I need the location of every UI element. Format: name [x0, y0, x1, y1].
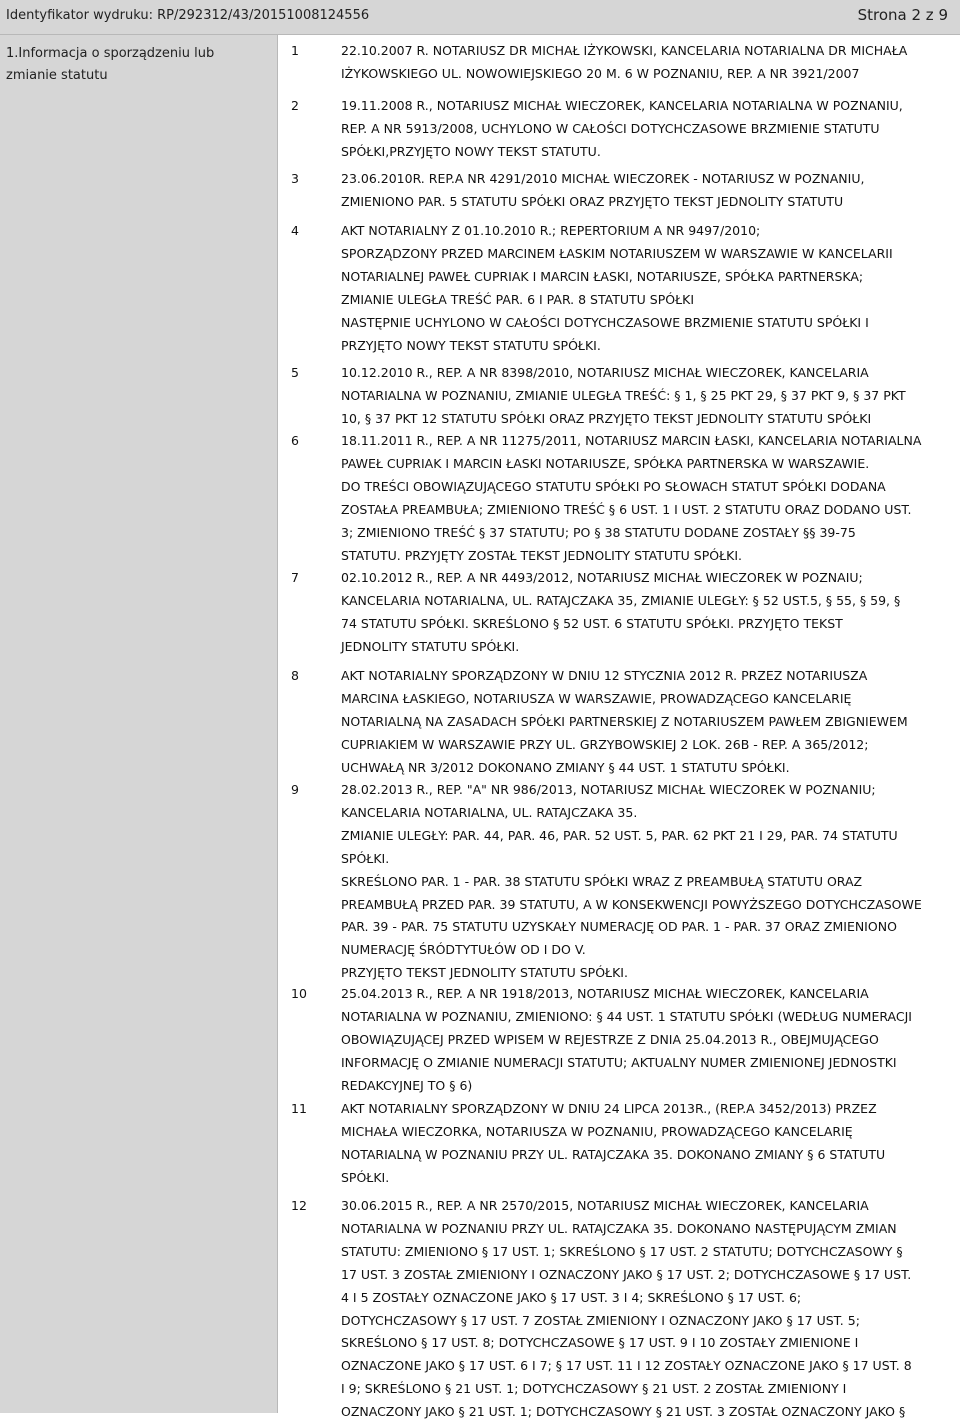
- entry-text: 30.06.2015 R., REP. A NR 2570/2015, NOTARIUSZ MICHAŁ WIECZOREK, KANCELARIA NOTARIALNA W POZNANIU PRZY UL. RATAJCZAKA 35. DOKONANO NASTĘPUJĄCYM ZMIAN STATUTU: ZMIENIONO § 17 UST. 1; SKREŚLONO § 17 UST. 2 STATUTU; DOTYCHCZASOWY § 17 UST. 3 ZOSTAŁ ZMIENIONY I OZNACZONY JAKO § 17 UST. 2; DOTYCHCZASOWE § 17 UST. 4 I 5 ZOSTAŁY OZNACZONE JAKO § 17 UST. 3 I 4; SKREŚLONO § 17 UST. 6; DOTYCHCZASOWY § 17 UST. 7 ZOSTAŁ ZMIENIONY I OZNACZONY JAKO § 17 UST. 5; SKREŚLONO § 17 UST. 8; DOTYCHCZASOWE § 17 UST. 9 I 10 ZOSTAŁY ZMIENIONE I OZNACZONE JAKO § 17 UST. 6 I 7; § 17 UST. 11 I 12 ZOSTAŁY OZNACZONE JAKO § 17 UST. 8 I 9; SKREŚLONO § 21 UST. 1; DOTYCHCZASOWY § 21 UST. 2 ZOSTAŁ ZMIENIONY I OZNACZONY JAKO § 21 UST. 1; DOTYCHCZASOWY § 21 UST. 3 ZOSTAŁ OZNACZONY JAKO §: [341, 1198, 912, 1420]
- entry-text: 02.10.2012 R., REP. A NR 4493/2012, NOTARIUSZ MICHAŁ WIECZOREK W POZNAIU; KANCELARIA NOTARIALNA, UL. RATAJCZAKA 35, ZMIANIE ULEGŁY: § 52 UST.5, § 55, § 59, § 74 STATUTU SPÓŁKI. SKREŚLONO § 52 UST. 6 STATUTU SPÓŁKI. PRZYJĘTO TEKST JEDNOLITY STATUTU SPÓŁKI.: [341, 570, 901, 654]
- entry-text: 18.11.2011 R., REP. A NR 11275/2011, NOTARIUSZ MARCIN ŁASKI, KANCELARIA NOTARIALNA PAWEŁ CUPRIAK I MARCIN ŁASKI NOTARIUSZE, SPÓŁKA PARTNERSKA W WARSZAWIE. DO TREŚCI OBOWIĄZUJĄCEGO STATUTU SPÓŁKI PO SŁOWACH STATUT SPÓŁKI DODANA ZOSTAŁA PREAMBUŁA; ZMIENIONO TREŚĆ § 6 UST. 1 I UST. 2 STATUTU ORAZ DODANO UST. 3; ZMIENIONO TREŚĆ § 37 STATUTU; PO § 38 STATUTU DODANE ZOSTAŁY §§ 39-75 STATUTU. PRZYJĘTY ZOSTAŁ TEKST JEDNOLITY STATUTU SPÓŁKI.: [341, 433, 922, 563]
- entry-number: 8: [291, 668, 299, 683]
- entry-10: [291, 983, 951, 1098]
- entry-5: [291, 362, 951, 431]
- entry-text: AKT NOTARIALNY Z 01.10.2010 R.; REPERTORIUM A NR 9497/2010; SPORZĄDZONY PRZED MARCINEM ŁASKIM NOTARIUSZEM W WARSZAWIE W KANCELARII NOTARIALNEJ PAWEŁ CUPRIAK I MARCIN ŁASKI, NOTARIUSZE, SPÓŁKA PARTNERSKA; ZMIANIE ULEGŁA TREŚĆ PAR. 6 I PAR. 8 STATUTU SPÓŁKI NASTĘPNIE UCHYLONO W CAŁOŚCI DOTYCHCZASOWE BRZMIENIE STATUTU SPÓŁKI I PRZYJĘTO NOWY TEKST STATUTU SPÓŁKI.: [341, 223, 893, 353]
- entry-11: [291, 1098, 951, 1190]
- entry-8: [291, 665, 951, 780]
- entry-number: 12: [291, 1198, 307, 1213]
- entry-4: [291, 220, 951, 357]
- entry-7: [291, 567, 951, 659]
- page-number: Strona 2 z 9: [857, 6, 948, 24]
- entry-6: [291, 430, 951, 567]
- entry-text: 28.02.2013 R., REP. "A" NR 986/2013, NOTARIUSZ MICHAŁ WIECZOREK W POZNANIU; KANCELARIA NOTARIALNA, UL. RATAJCZAKA 35. ZMIANIE ULEGŁY: PAR. 44, PAR. 46, PAR. 52 UST. 5, PAR. 62 PKT 21 I 29, PAR. 74 STATUTU SPÓŁKI. SKREŚLONO PAR. 1 - PAR. 38 STATUTU SPÓŁKI WRAZ Z PREAMBUŁĄ STATUTU ORAZ PREAMBUŁĄ PRZED PAR. 39 STATUTU, A W KONSEKWENCJI POWYŻSZEGO DOTYCHCZASOWE PAR. 39 - PAR. 75 STATUTU UZYSKAŁY NUMERACJĘ OD PAR. 1 - PAR. 37 ORAZ ZMIENIONO NUMERACJĘ ŚRÓDTYTUŁÓW OD I DO V. PRZYJĘTO TEKST JEDNOLITY STATUTU SPÓŁKI.: [341, 782, 922, 981]
- entry-number: 7: [291, 570, 299, 585]
- entry-number: 6: [291, 433, 299, 448]
- entry-2: [291, 95, 951, 164]
- entry-1: [291, 40, 951, 86]
- entry-text: 23.06.2010R. REP.A NR 4291/2010 MICHAŁ WIECZOREK - NOTARIUSZ W POZNANIU, ZMIENIONO PAR. 5 STATUTU SPÓŁKI ORAZ PRZYJĘTO TEKST JEDNOLITY STATUTU: [341, 171, 865, 209]
- entry-text: 22.10.2007 R. NOTARIUSZ DR MICHAŁ IŻYKOWSKI, KANCELARIA NOTARIALNA DR MICHAŁA IŻYKOWSKIEGO UL. NOWOWIEJSKIEGO 20 M. 6 W POZNANIU, REP. A NR 3921/2007: [341, 43, 908, 81]
- entry-number: 1: [291, 43, 299, 58]
- print-identifier: Identyfikator wydruku: RP/292312/43/20151008124556: [6, 8, 370, 23]
- entry-number: 9: [291, 782, 299, 797]
- entry-9: [291, 779, 951, 985]
- entry-number: 11: [291, 1101, 307, 1116]
- entry-number: 3: [291, 171, 299, 186]
- entry-number: 5: [291, 365, 299, 380]
- entry-text: 25.04.2013 R., REP. A NR 1918/2013, NOTARIUSZ MICHAŁ WIECZOREK, KANCELARIA NOTARIALNA W POZNANIU, ZMIENIONO: § 44 UST. 1 STATUTU SPÓŁKI (WEDŁUG NUMERACJI OBOWIĄZUJĄCEJ PRZED WPISEM W REJESTRZE Z DNIA 25.04.2013 R., OBEJMUJĄCEGO INFORMACJĘ O ZMIANIE NUMERACJI STATUTU; AKTUALNY NUMER ZMIENIONEJ JEDNOSTKI REDAKCYJNEJ TO § 6): [341, 986, 912, 1093]
- entry-3: [291, 168, 951, 214]
- entry-text: 10.12.2010 R., REP. A NR 8398/2010, NOTARIUSZ MICHAŁ WIECZOREK, KANCELARIA NOTARIALNA W POZNANIU, ZMIANIE ULEGŁA TREŚĆ: § 1, § 25 PKT 29, § 37 PKT 9, § 37 PKT 10, § 37 PKT 12 STATUTU SPÓŁKI ORAZ PRZYJĘTO TEKST JEDNOLITY STATUTU SPÓŁKI: [341, 365, 906, 426]
- entry-text: AKT NOTARIALNY SPORZĄDZONY W DNIU 12 STYCZNIA 2012 R. PRZEZ NOTARIUSZA MARCINA ŁASKIEGO, NOTARIUSZA W WARSZAWIE, PROWADZĄCEGO KANCELARIĘ NOTARIALNĄ NA ZASADACH SPÓŁKI PARTNERSKIEJ Z NOTARIUSZEM PAWŁEM ZBIGNIEWEM CUPRIAKIEM W WARSZAWIE PRZY UL. GRZYBOWSKIEJ 2 LOK. 26B - REP. A 365/2012; UCHWAŁĄ NR 3/2012 DOKONANO ZMIANY § 44 UST. 1 STATUTU SPÓŁKI.: [341, 668, 908, 775]
- entry-12: [291, 1195, 951, 1424]
- section-label-column: [0, 35, 278, 1413]
- entry-number: 10: [291, 986, 307, 1001]
- section-title: 1.Informacja o sporządzeniu lub zmianie statutu: [6, 46, 215, 83]
- entry-number: 4: [291, 223, 299, 238]
- print-header: [0, 0, 960, 35]
- entry-text: 19.11.2008 R., NOTARIUSZ MICHAŁ WIECZOREK, KANCELARIA NOTARIALNA W POZNANIU, REP. A NR 5913/2008, UCHYLONO W CAŁOŚCI DOTYCHCZASOWE BRZMIENIE STATUTU SPÓŁKI,PRZYJĘTO NOWY TEKST STATUTU.: [341, 98, 903, 159]
- entry-text: AKT NOTARIALNY SPORZĄDZONY W DNIU 24 LIPCA 2013R., (REP.A 3452/2013) PRZEZ MICHAŁA WIECZORKA, NOTARIUSZA W POZNANIU, PROWADZĄCEGO KANCELARIĘ NOTARIALNĄ W POZNANIU PRZY UL. RATAJCZAKA 35. DOKONANO ZMIANY § 6 STATUTU SPÓŁKI.: [341, 1101, 886, 1185]
- entry-number: 2: [291, 98, 299, 113]
